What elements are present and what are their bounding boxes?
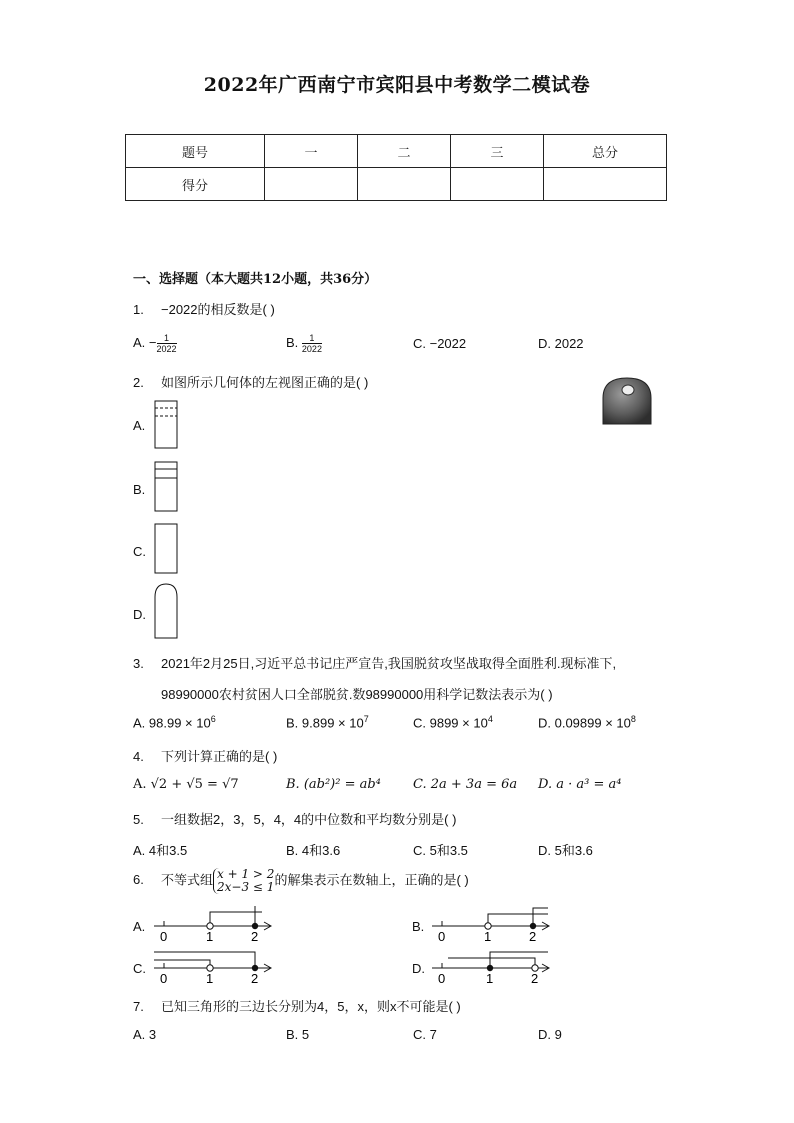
q2-option-a[interactable]: A. bbox=[133, 418, 146, 433]
score-input-cell[interactable] bbox=[544, 168, 667, 201]
option-label: B. bbox=[286, 334, 299, 350]
q1-option-b[interactable] bbox=[286, 333, 322, 354]
question-number: 5. bbox=[133, 812, 144, 827]
score-input-cell[interactable] bbox=[358, 168, 451, 201]
score-table-score-row bbox=[126, 168, 667, 201]
question-number: 7. bbox=[133, 999, 144, 1014]
question-text: 已知三角形的三边长分别为4，5，x，则x不可能是( ) bbox=[161, 999, 461, 1014]
q2-option-b[interactable]: B. bbox=[133, 482, 146, 497]
q4-option-d[interactable]: D. a · a³ = a⁴ bbox=[538, 777, 622, 792]
score-header-cell: 题号 bbox=[126, 135, 265, 168]
page-title: 2022年广西南宁市宾阳县中考数学二模试卷 bbox=[203, 74, 591, 96]
score-header-cell: 总分 bbox=[544, 135, 667, 168]
q6-option-b[interactable]: B. bbox=[412, 919, 425, 934]
q6-option-d-numberline bbox=[428, 946, 553, 986]
svg-text:0: 0 bbox=[160, 929, 168, 944]
question-number: 3. bbox=[133, 656, 144, 671]
question-2 bbox=[133, 372, 368, 391]
question-4 bbox=[133, 746, 277, 765]
svg-text:0: 0 bbox=[438, 971, 446, 986]
question-number: 1. bbox=[133, 302, 144, 317]
score-table bbox=[125, 134, 667, 201]
q4-option-c[interactable]: C. 2a + 3a = 6a bbox=[413, 777, 518, 792]
fraction: $\frac{1}{2022}$ bbox=[156, 333, 177, 354]
inequality-system: x + 1 > 2 2x−3 ≤ 1 bbox=[213, 868, 274, 894]
fraction: $\frac{1}{2022}$ bbox=[301, 333, 322, 354]
solid-figure-image bbox=[600, 376, 654, 426]
q6-option-a-numberline bbox=[150, 904, 275, 944]
score-header-cell: 三 bbox=[451, 135, 544, 168]
svg-text:2: 2 bbox=[529, 929, 537, 944]
q7-option-a[interactable]: A. 3 bbox=[133, 1027, 157, 1042]
score-row-label: 得分 bbox=[126, 168, 265, 201]
question-number: 2. bbox=[133, 375, 144, 390]
question-number: 4. bbox=[133, 749, 144, 764]
question-3 bbox=[133, 653, 673, 672]
q7-option-d[interactable]: D. 9 bbox=[538, 1027, 562, 1042]
question-6 bbox=[133, 868, 469, 894]
q2-option-b-view bbox=[154, 461, 180, 513]
q3-option-b[interactable]: B. $9.899 \times 10^7$ bbox=[286, 714, 369, 731]
svg-text:1: 1 bbox=[206, 971, 214, 986]
question-text: 一组数据2，3，5，4，4的中位数和平均数分别是( ) bbox=[161, 812, 457, 827]
svg-text:0: 0 bbox=[160, 971, 168, 986]
svg-text:1: 1 bbox=[484, 929, 492, 944]
score-input-cell[interactable] bbox=[451, 168, 544, 201]
question-text: −2022的相反数是( ) bbox=[161, 302, 275, 317]
question-text: 下列计算正确的是( ) bbox=[161, 749, 278, 764]
svg-text:2: 2 bbox=[251, 971, 259, 986]
question-7 bbox=[133, 996, 461, 1015]
svg-text:1: 1 bbox=[486, 971, 494, 986]
question-text-pre: 不等式组 bbox=[161, 872, 214, 888]
q6-option-d[interactable]: D. bbox=[412, 961, 425, 976]
score-header-cell: 二 bbox=[358, 135, 451, 168]
question-number: 6. bbox=[133, 872, 144, 888]
q1-option-a[interactable] bbox=[133, 333, 177, 354]
q2-option-c[interactable]: C. bbox=[133, 544, 146, 559]
q6-option-c-numberline bbox=[150, 946, 275, 986]
q4-option-a[interactable]: A. √2 + √5 = √7 bbox=[133, 777, 239, 792]
svg-text:2: 2 bbox=[251, 929, 259, 944]
q5-option-a[interactable]: A. 4和3.5 bbox=[133, 843, 188, 858]
q3-option-a[interactable]: A. $98.99 \times 10^6$ bbox=[133, 714, 216, 731]
q7-option-b[interactable]: B. 5 bbox=[286, 1027, 310, 1042]
q4-option-b[interactable]: B. (ab²)² = ab⁴ bbox=[286, 777, 381, 792]
q1-option-c[interactable]: C. −2022 bbox=[413, 336, 467, 351]
score-input-cell[interactable] bbox=[265, 168, 358, 201]
q2-option-a-view bbox=[154, 400, 180, 450]
q7-option-c[interactable]: C. 7 bbox=[413, 1027, 437, 1042]
question-text-post: 的解集表示在数轴上，正确的是( ) bbox=[274, 872, 469, 888]
q2-option-d[interactable]: D. bbox=[133, 607, 146, 622]
q3-option-c[interactable]: C. $9899 \times 10^4$ bbox=[413, 714, 493, 731]
q5-option-c[interactable]: C. 5和3.5 bbox=[413, 843, 468, 858]
svg-text:1: 1 bbox=[206, 929, 214, 944]
q1-option-d[interactable]: D. 2022 bbox=[538, 336, 584, 351]
question-1 bbox=[133, 299, 275, 318]
q5-option-d[interactable]: D. 5和3.6 bbox=[538, 843, 593, 858]
svg-text:0: 0 bbox=[438, 929, 446, 944]
question-text: 2021年2月25日,习近平总书记庄严宣告,我国脱贫攻坚战取得全面胜利.现标准下, bbox=[161, 656, 617, 671]
q6-option-b-numberline bbox=[428, 904, 553, 944]
q5-option-b[interactable]: B. 4和3.6 bbox=[286, 843, 341, 858]
minus-sign: − bbox=[148, 334, 157, 350]
question-3-line2: 98990000农村贫困人口全部脱贫.数98990000用科学记数法表示为( ) bbox=[161, 687, 553, 702]
q2-option-c-view bbox=[154, 523, 180, 575]
section-heading: 一、选择题（本大题共12小题，共36分） bbox=[133, 272, 378, 287]
score-header-cell: 一 bbox=[265, 135, 358, 168]
svg-text:2: 2 bbox=[531, 971, 539, 986]
score-table-header-row bbox=[126, 135, 667, 168]
option-label: A. bbox=[133, 334, 146, 350]
q2-option-d-view bbox=[154, 583, 180, 640]
q3-option-d[interactable]: D. $0.09899 \times 10^8$ bbox=[538, 714, 636, 731]
question-5 bbox=[133, 809, 456, 828]
q6-option-a[interactable]: A. bbox=[133, 919, 146, 934]
question-text: 如图所示几何体的左视图正确的是( ) bbox=[161, 375, 369, 390]
q6-option-c[interactable]: C. bbox=[133, 961, 146, 976]
